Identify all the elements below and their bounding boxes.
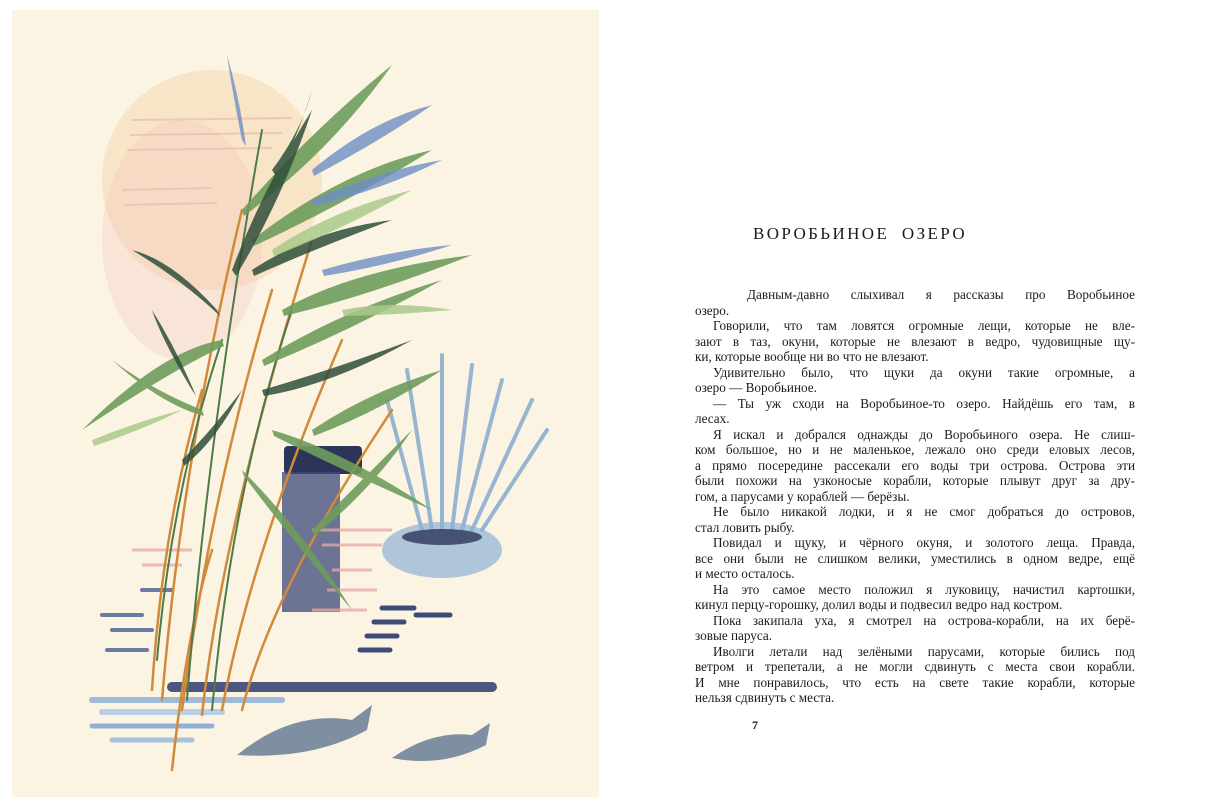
text-line: гом, а парусами у кораблей — берёзы.: [695, 488, 910, 504]
paragraph: [695, 535, 1135, 582]
reeds-lake-illustration: [12, 10, 599, 797]
text-line: Я искал и добрался однажды до Воробьиного озера. Не слиш-: [713, 426, 1135, 442]
paragraph: [695, 427, 1135, 505]
text-line: И мне понравилось, что есть на свете такие корабли, которые: [695, 674, 1135, 690]
right-page: [615, 0, 1230, 800]
text-line: озеро.: [695, 302, 730, 318]
text-line: ки, которые вообще ни во что не влезают.: [695, 349, 929, 364]
text-line: озеро — Воробьиное.: [695, 380, 817, 395]
text-line: зовые паруса.: [695, 628, 773, 643]
paragraph: [695, 582, 1135, 613]
chapter-body-text: [695, 287, 1135, 706]
text-line: На это самое место положил я луковицу, начистил картошки,: [713, 581, 1135, 597]
text-line: — Ты уж сходи на Воробьиное-то озеро. Найдёшь его там, в: [713, 395, 1135, 411]
text-line: лесах.: [695, 411, 730, 426]
text-line: и место осталось.: [695, 566, 795, 581]
paragraph: [695, 613, 1135, 644]
paragraph: [695, 396, 1135, 427]
text-line: Удивительно было, что щуки да окуни такие огромные, а: [713, 364, 1135, 380]
text-line: а прямо посередине рассекали его воды три острова. Острова эти: [695, 457, 1135, 473]
text-line: были похожи на узконосые корабли, которые плывут друг за дру-: [695, 473, 1135, 488]
text-line: Иволги летали над зелёными парусами, которые бились под: [713, 643, 1135, 659]
paragraph: [695, 644, 1135, 706]
text-line: ветром и трепетали, а не могли сдвинуть с места свои корабли.: [695, 659, 1135, 674]
text-line: Пока закипала уха, я смотрел на острова-корабли, на их берё-: [713, 612, 1135, 628]
chapter-title: ВОРОБЬИНОЕ ОЗЕРО: [752, 224, 968, 243]
paragraph: [695, 318, 1135, 365]
text-line: зают в таз, окуни, которые не влезают в ведро, чудовищные щу-: [695, 333, 1135, 349]
text-line: ком большое, но и не маленькое, лежало оно среди еловых лесов,: [695, 442, 1135, 457]
text-line: Говорили, что там ловятся огромные лещи, которые не вле-: [713, 318, 1135, 333]
paragraph: [695, 365, 1135, 396]
text-line: нельзя сдвинуть с места.: [695, 690, 835, 705]
text-line: Не было никакой лодки, и я не смог добраться до островов,: [713, 504, 1135, 519]
paragraph: [695, 504, 1135, 535]
watercolor-reeds-image: [12, 10, 599, 797]
text-line: кинул перцу-горошку, долил воды и подвесил ведро над костром.: [695, 597, 1063, 612]
page-number: 7: [752, 718, 758, 732]
text-line: все они были не слишком велики, уместились в одном ведре, ещё: [695, 550, 1135, 566]
text-line: Повидал и щуку, и чёрного окуня, и золотого леща. Правда,: [713, 535, 1135, 550]
text-line: стал ловить рыбу.: [695, 519, 795, 535]
text-line: Давным-давно слыхивал я рассказы про Воробьиное: [747, 287, 1135, 302]
paragraph: [695, 287, 1135, 318]
